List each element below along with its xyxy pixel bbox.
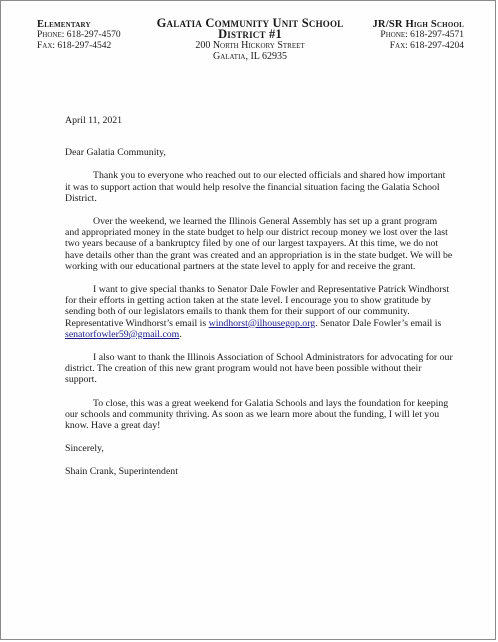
high-school-title: JR/SR High School	[372, 19, 464, 30]
district-street: 200 North Hickory Street	[195, 40, 305, 51]
closing: Sincerely,	[65, 443, 104, 455]
windhorst-email-link[interactable]: windhorst@ilhousegop.org	[208, 317, 316, 329]
letterhead-elementary	[37, 19, 121, 52]
elementary-fax: Fax: 618-297-4542	[37, 41, 112, 51]
salutation: Dear Galatia Community,	[65, 147, 166, 159]
letter-body	[65, 115, 453, 478]
letter-date: April 11, 2021	[65, 115, 123, 126]
elementary-title: Elementary	[37, 19, 91, 30]
paragraph-legislators-text-3: .	[179, 328, 182, 340]
elementary-phone: Phone: 618-297-4570	[37, 30, 121, 40]
paragraph-grant: Over the weekend, we learned the Illinois General Assembly has set up a grant program and appropriated money in the state budget to help our district recoup money we lost over the last two years because of a bankruptcy filed by one of our largest taxpayers. At this time, we do not have details other than the grant was created and an appropriation is in the state budget. We will be working with our educational partners at the state level to apply for and receive the grant.	[65, 216, 453, 272]
district-title: Galatia Community Unit School District #1	[156, 16, 344, 41]
paragraph-thanks: Thank you to everyone who reached out to our elected officials and shared how important it was to support action that would help resolve the financial situation facing the Galatia School District.	[65, 170, 446, 204]
letterhead-district	[141, 18, 359, 62]
high-school-phone: Phone: 618-297-4571	[380, 30, 464, 40]
signature: Shain Crank, Superintendent	[65, 466, 178, 478]
high-school-fax: Fax: 618-297-4204	[389, 41, 464, 51]
paragraph-closing-remarks: To close, this was a great weekend for Galatia Schools and lays the foundation for keeping our schools and community thriving. As soon as we learn more about the funding, I will let you know. Have a great day!	[65, 397, 449, 432]
fowler-email-link[interactable]: senatorfowler59@gmail.com	[65, 328, 180, 340]
paragraph-iasa: I also want to thank the Illinois Association of School Administrators for advocating for our district. The creation of this new grant program would not have been possible without their support.	[65, 352, 453, 386]
paragraph-legislators-text-1: I want to give special thanks to Senator Dale Fowler and Representative Patrick Windhorst for their efforts in getting action taken at the state level. I encourage you to show gratitude by sending both of our legislators emails to thank them for their support of our community. Representative Windhorst’s email is	[65, 284, 450, 329]
letterhead-high-school	[372, 19, 464, 52]
district-city: Galatia, IL 62935	[212, 51, 288, 62]
paragraph-legislators	[65, 284, 453, 340]
paragraph-legislators-text-2: . Senator Dale Fowler’s email is	[315, 317, 442, 329]
